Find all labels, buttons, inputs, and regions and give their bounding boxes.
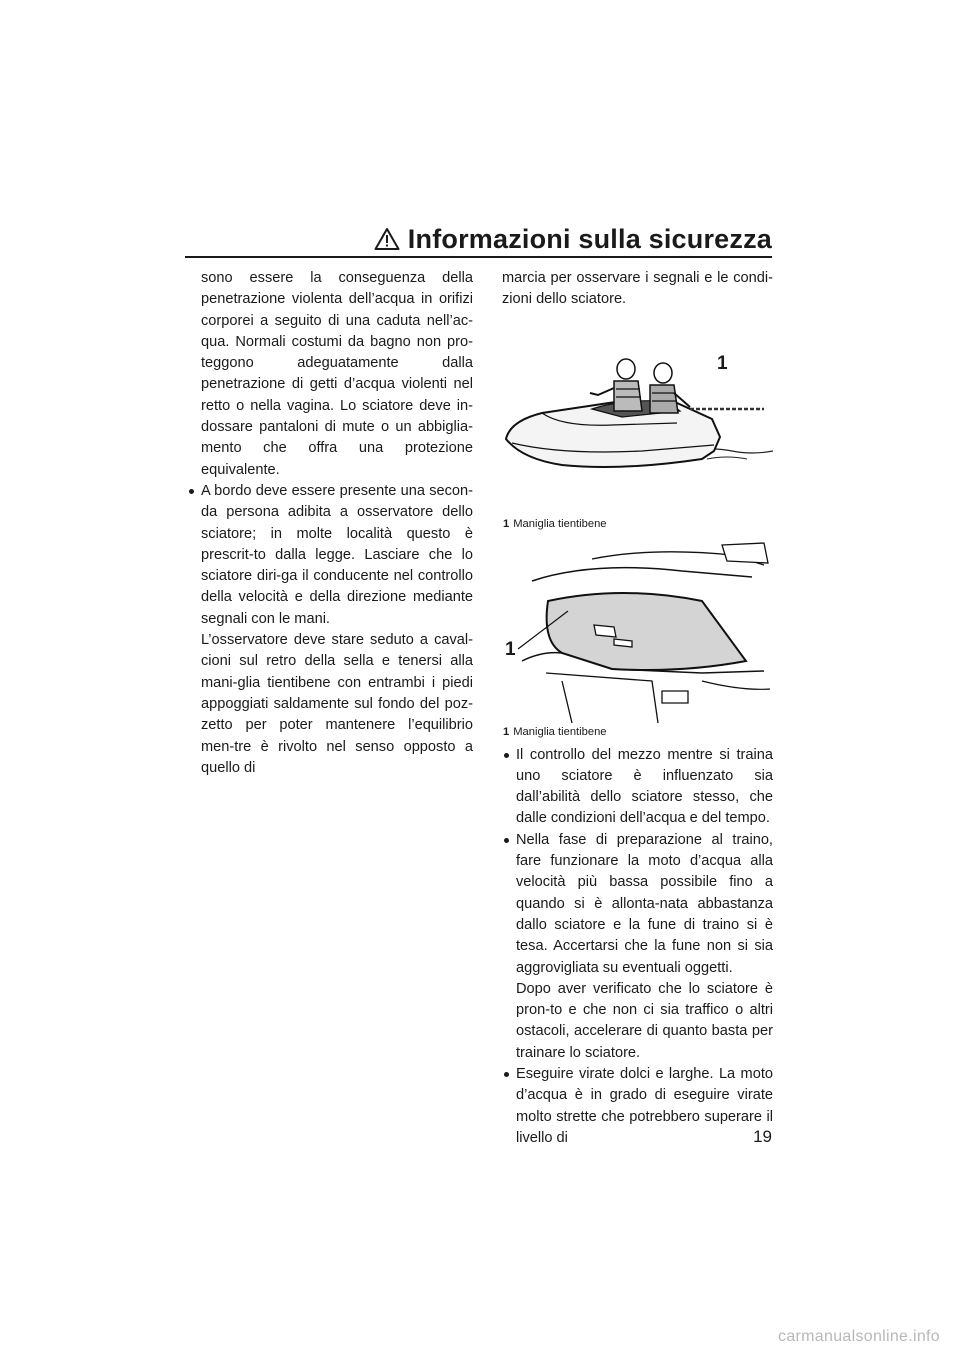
figure-caption xyxy=(502,517,773,531)
watermark: carmanualsonline.info xyxy=(778,1328,940,1345)
page-header xyxy=(185,222,772,258)
page-number: 19 xyxy=(753,1127,772,1146)
figure-riders-watercraft xyxy=(502,333,773,511)
page-title-text: Informazioni sulla sicurezza xyxy=(407,223,772,254)
caption-number: 1 xyxy=(503,517,510,530)
illustration-grab-handle xyxy=(502,541,773,723)
bullet-item-observer: A bordo deve essere presente una secon-da persona adibita a osservatore dello sciatore; in molte località questo è prescrit-to dalla legge. Lasciare che lo sciatore diri-ga il conducente nel controllo della velocità e della direzione mediante segnali con le mani. xyxy=(187,481,473,630)
caption-number: 1 xyxy=(503,725,510,738)
figure-caption xyxy=(502,725,773,739)
left-column xyxy=(187,268,473,779)
callout-number: 1 xyxy=(505,638,516,660)
figure-grab-handle xyxy=(502,541,773,723)
paragraph-continuation-right: marcia per osservare i segnali e le condi-zioni dello sciatore. xyxy=(502,270,773,308)
paragraph-continuation: sono essere la conseguenza della penetrazione violenta dell’acqua in orifizi corporei a seguito di una caduta nell’ac-qua. Normali costumi da bagno non pro-teggono adeguatamente dalla penetrazione di getti d’acqua violenti nel retto o nella vagina. Lo sciatore deve in-dossare pantaloni di mute o un abbiglia-mento che offra una protezione equivalente. xyxy=(201,270,473,478)
caption-text: Maniglia tientibene xyxy=(513,517,607,530)
right-column xyxy=(502,268,773,1149)
warning-triangle-icon xyxy=(374,227,400,251)
callout-number: 1 xyxy=(717,352,728,374)
caption-text: Maniglia tientibene xyxy=(513,725,607,738)
paragraph-observer-position: L’osservatore deve stare seduto a caval-cioni sul retro della sella e tenersi alla mani-glia tientibene con entrambi i piedi appoggiati saldamente sul fondo del poz-zetto per poter mantenere l’equilibrio men-tre è rivolto nel senso opposto a quello di xyxy=(201,632,473,776)
bullet-item-turns: Eseguire virate dolci e larghe. La moto d’acqua è in grado di eseguire virate molto strette che potrebbero superare il livello di xyxy=(502,1064,773,1149)
bullet-item-control: Il controllo del mezzo mentre si traina uno sciatore è influenzato sia dall’abilità dello sciatore stesso, che dalle condizioni dell’acqua e del tempo. xyxy=(502,745,773,830)
illustration-watercraft-riders xyxy=(502,333,773,511)
bullet-item-preparation: Nella fase di preparazione al traino, fare funzionare la moto d’acqua alla velocità più bassa possibile fino a quando si è allonta-nata abbastanza dallo sciatore e la fune di traino si è tesa. Accertarsi che la fune non si sia aggrovigliata su eventuali oggetti. xyxy=(502,830,773,979)
paragraph-acceleration: Dopo aver verificato che lo sciatore è pron-to e che non ci sia traffico o altri ostacoli, accelerare di quanto basta per trainare lo sciatore. xyxy=(516,980,773,1061)
page-title xyxy=(374,224,772,255)
